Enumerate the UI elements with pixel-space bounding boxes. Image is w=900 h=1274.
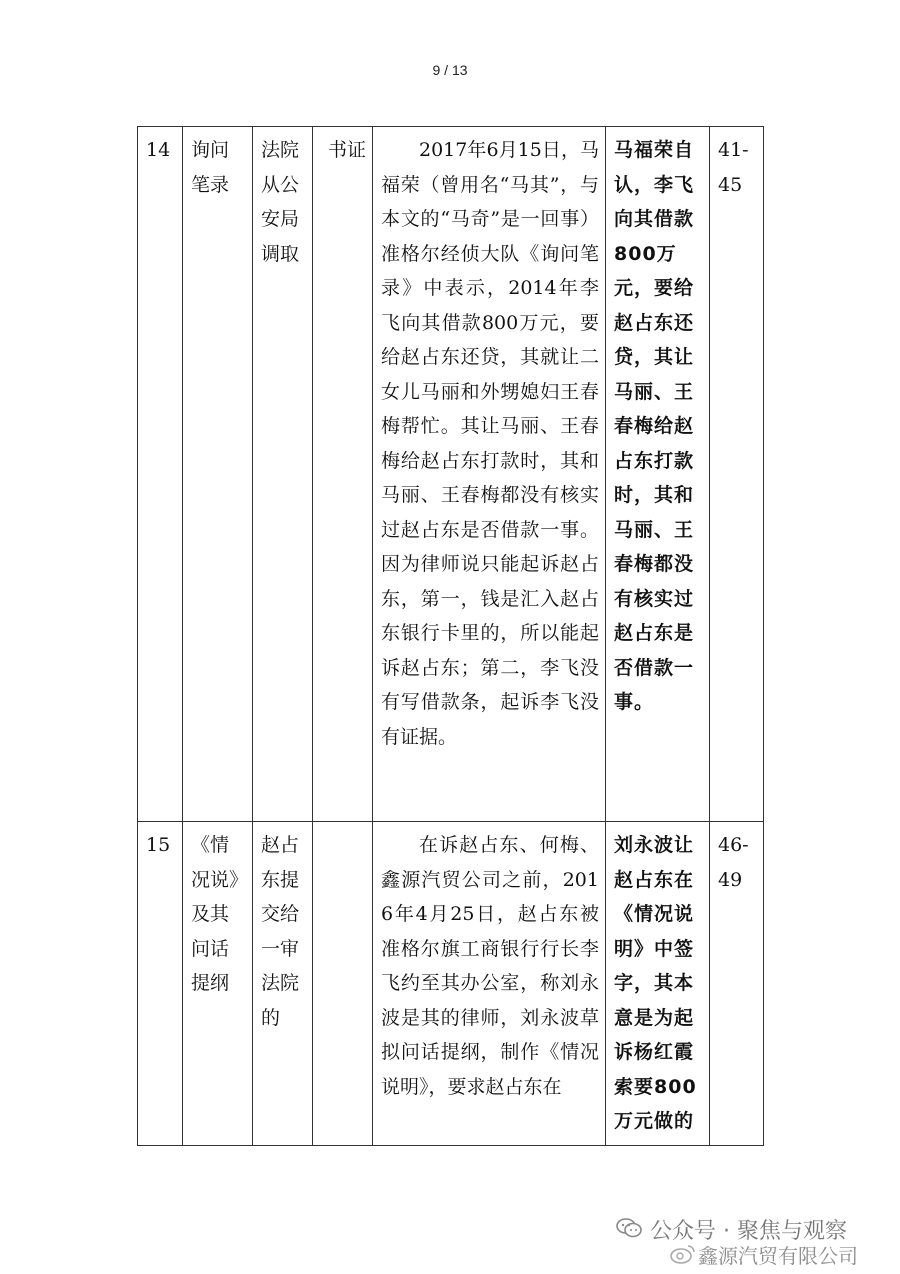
evidence-pages: 41-45 [710, 127, 764, 822]
table-row [138, 822, 764, 1146]
evidence-source: 法院从公安局调取 [253, 127, 313, 822]
watermark [616, 1214, 896, 1274]
watermark-company: 鑫源汽贸有限公司 [698, 1244, 858, 1268]
evidence-source: 赵占东提交给一审法院的 [253, 822, 313, 1146]
row-number: 15 [138, 822, 183, 1146]
evidence-name: 《情况说》及其问话提纲 [183, 822, 253, 1146]
watermark-account: 公众号 · 聚焦与观察 [650, 1219, 847, 1244]
evidence-pages: 46-49 [710, 822, 764, 1146]
table-row [138, 127, 764, 822]
evidence-purpose: 刘永波让赵占东在《情况说明》中签字，其本意是为起诉杨红霞索要800万元做的 [606, 822, 710, 1146]
evidence-content: 在诉赵占东、何梅、鑫源汽贸公司之前，2016年4月25日，赵占东被准格尔旗工商银行行长李飞约至其办公室，称刘永波是其的律师，刘永波草拟问话提纲，制作《情况说明》，要求赵占东在 [373, 822, 606, 1146]
evidence-type: 书证 [313, 127, 373, 822]
evidence-type [313, 822, 373, 1146]
row-number: 14 [138, 127, 183, 822]
wechat-icon [616, 1218, 642, 1238]
evidence-table [137, 126, 764, 1146]
evidence-name: 询问笔录 [183, 127, 253, 822]
evidence-purpose: 马福荣自认，李飞向其借款800万元，要给赵占东还贷，其让马丽、王春梅给赵占东打款时，其和马丽、王春梅都没有核实过赵占东是否借款一事。 [606, 127, 710, 822]
page-number: 9 / 13 [432, 62, 468, 78]
weibo-icon [670, 1244, 696, 1264]
evidence-content: 2017年6月15日，马福荣（曾用名“马其”，与本文的“马奇”是一回事）准格尔经侦大队《询问笔录》中表示，2014年李飞向其借款800万元，要给赵占东还贷，其就让二女儿马丽和外甥媳妇王春梅帮忙。其让马丽、王春梅给赵占东打款时，其和马丽、王春梅都没有核实过赵占东是否借款一事。因为律师说只能起诉赵占东，第一，钱是汇入赵占东银行卡里的，所以能起诉赵占东；第二，李飞没有写借款条，起诉李飞没有证据。 [373, 127, 606, 822]
